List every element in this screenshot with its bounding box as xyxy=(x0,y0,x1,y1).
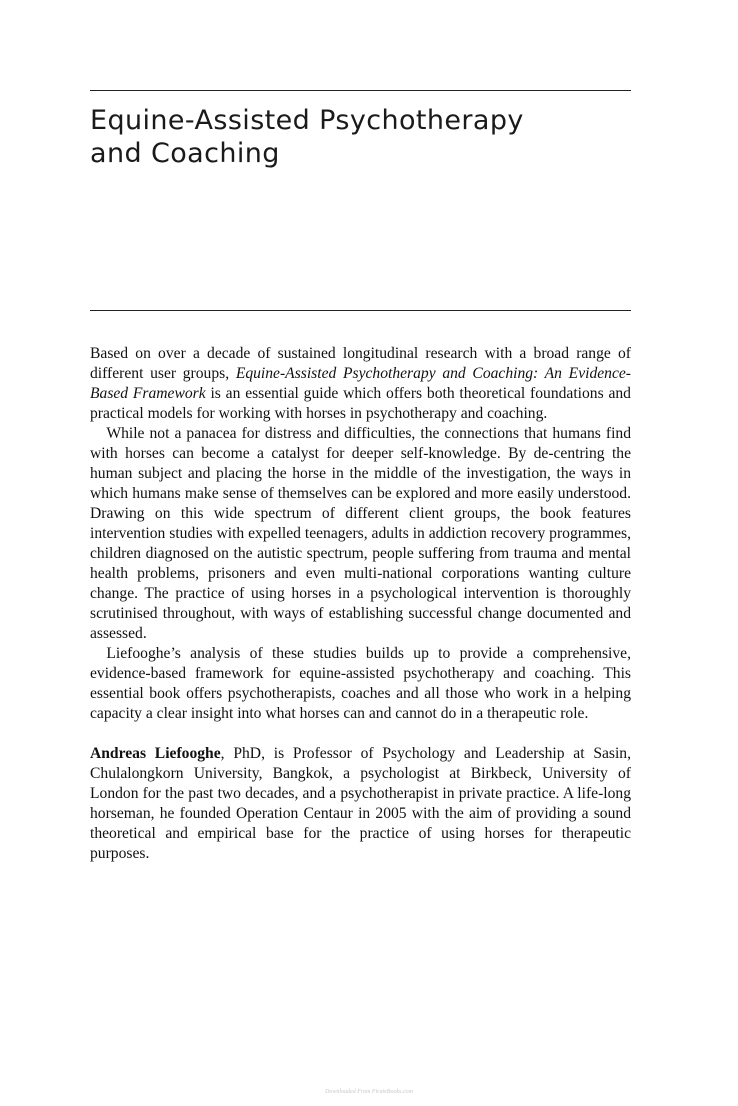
book-title-line-2: and Coaching xyxy=(90,138,280,169)
description-paragraph-3: Liefooghe’s analysis of these studies builds up to provide a comprehensive, evidence-based framework for equine-assisted psychotherapy and coaching. This essential book offers psychotherapists, coaches and all those who work in a helping capacity a clear insight into what horses can and cannot do in a therapeutic role. xyxy=(90,645,631,722)
description-paragraph-1 xyxy=(90,344,631,424)
book-full-title-italic: Equine-Assisted Psychotherapy and Coaching: An Evidence-Based Framework xyxy=(90,365,632,402)
description-p1-end: is an essential guide which offers both theoretical foundations and practical models for working with horses in psychotherapy and coaching. xyxy=(90,385,631,422)
footer-watermark: Downloaded From PirateBooks.com xyxy=(325,1089,413,1095)
book-title xyxy=(90,104,631,170)
author-bio-text: , PhD, is Professor of Psychology and Leadership at Sasin, Chulalongkorn University, Bangkok, a psychologist at Birkbeck, University of London for the past two decades, and a psychotherapist in private practice. A life-long horseman, he founded Operation Centaur in 2005 with the aim of providing a sound theoretical and empirical base for the practice of using horses for therapeutic purposes. xyxy=(90,745,632,862)
description-paragraph-2: While not a panacea for distress and difficulties, the connections that humans find with horses can become a catalyst for deeper self-knowledge. By de-centring the human subject and placing the horse in the middle of the investigation, the ways in which humans make sense of themselves can be explored and more easily understood. Drawing on this wide spectrum of different client groups, the book features intervention studies with expelled teenagers, adults in addiction recovery programmes, children diagnosed on the autistic spectrum, people suffering from trauma and mental health problems, prisoners and even multi-national corporations wanting culture change. The practice of using horses in a psychological intervention is thoroughly scrutinised throughout, with ways of establishing successful change documented and assessed. xyxy=(90,425,631,642)
top-rule xyxy=(90,90,631,91)
author-bio xyxy=(90,744,631,864)
author-name: Andreas Liefooghe xyxy=(90,745,221,762)
back-cover-text xyxy=(90,344,631,864)
description-p1-start: Based on over a decade of sustained longitudinal research with a broad range of different user groups, xyxy=(90,345,631,382)
book-title-line-1: Equine-Assisted Psychotherapy xyxy=(90,105,524,136)
bottom-rule xyxy=(90,310,631,311)
